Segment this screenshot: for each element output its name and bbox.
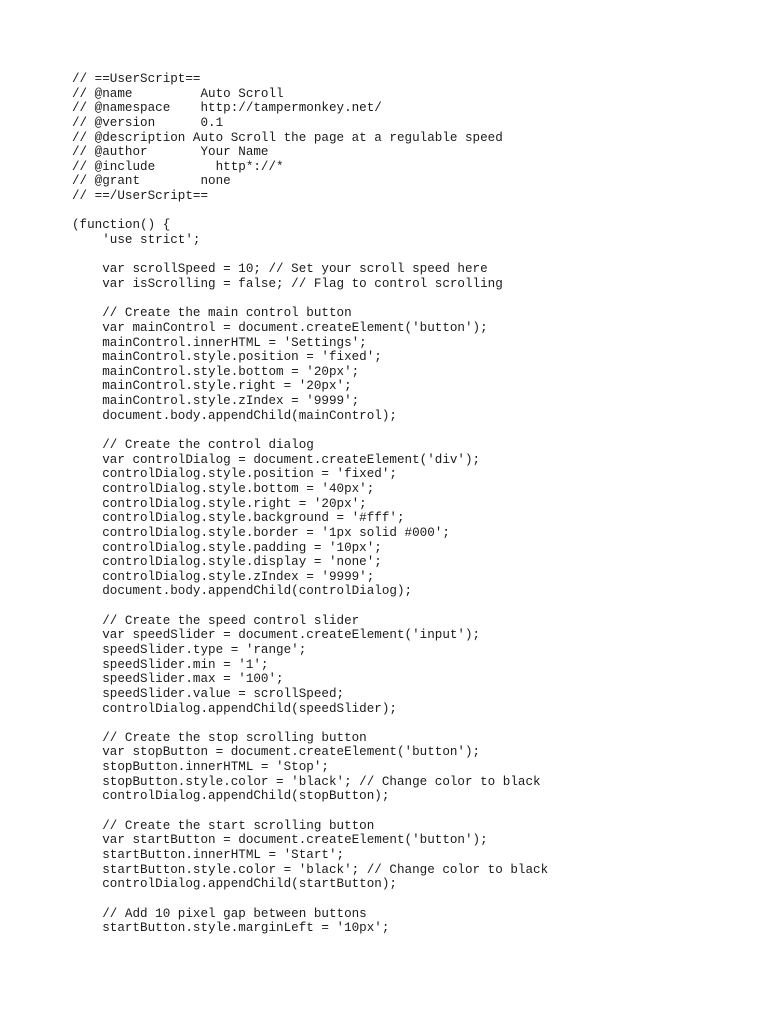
- code-line: controlDialog.appendChild(startButton);: [72, 877, 397, 892]
- code-line: mainControl.style.right = '20px';: [72, 379, 352, 394]
- code-line: var stopButton = document.createElement('button');: [72, 745, 481, 760]
- code-line: controlDialog.style.background = '#fff';: [72, 511, 405, 526]
- code-line: [72, 892, 548, 907]
- code-line: [72, 716, 548, 731]
- code-line: startButton.style.color = 'black'; // Change color to black: [72, 862, 549, 877]
- code-line: // @description Auto Scroll the page at a regulable speed: [72, 130, 503, 145]
- code-line: controlDialog.appendChild(speedSlider);: [72, 701, 397, 716]
- code-line: [72, 204, 548, 219]
- code-line: // @namespace http://tampermonkey.net/: [72, 101, 382, 116]
- code-line: controlDialog.style.right = '20px';: [72, 496, 367, 511]
- code-line: controlDialog.style.display = 'none';: [72, 555, 382, 570]
- code-line: // @grant none: [72, 174, 231, 189]
- code-line: // Create the stop scrolling button: [72, 730, 367, 745]
- code-listing: [72, 72, 548, 936]
- code-line: // @author Your Name: [72, 145, 269, 160]
- code-line: // Add 10 pixel gap between buttons: [72, 906, 367, 921]
- code-line: // Create the speed control slider: [72, 613, 360, 628]
- code-line: controlDialog.style.padding = '10px';: [72, 540, 382, 555]
- code-line: // Create the start scrolling button: [72, 818, 375, 833]
- code-line: var mainControl = document.createElement('button');: [72, 320, 488, 335]
- code-line: // @name Auto Scroll: [72, 86, 284, 101]
- code-line: startButton.style.marginLeft = '10px';: [72, 921, 390, 936]
- code-line: 'use strict';: [72, 233, 201, 248]
- code-line: // Create the control dialog: [72, 438, 314, 453]
- code-line: stopButton.style.color = 'black'; // Change color to black: [72, 774, 541, 789]
- code-line: [72, 423, 548, 438]
- code-line: speedSlider.type = 'range';: [72, 642, 307, 657]
- code-line: var isScrolling = false; // Flag to control scrolling: [72, 276, 503, 291]
- code-line: speedSlider.value = scrollSpeed;: [72, 686, 345, 701]
- code-line: var controlDialog = document.createElement('div');: [72, 452, 481, 467]
- code-line: startButton.innerHTML = 'Start';: [72, 847, 345, 862]
- code-line: document.body.appendChild(controlDialog);: [72, 584, 413, 599]
- code-line: mainControl.style.position = 'fixed';: [72, 350, 382, 365]
- code-line: controlDialog.style.bottom = '40px';: [72, 481, 375, 496]
- code-line: controlDialog.appendChild(stopButton);: [72, 789, 390, 804]
- code-line: var scrollSpeed = 10; // Set your scroll speed here: [72, 262, 488, 277]
- code-line: stopButton.innerHTML = 'Stop';: [72, 760, 329, 775]
- code-line: var speedSlider = document.createElement('input');: [72, 628, 481, 643]
- code-line: [72, 599, 548, 614]
- code-line: mainControl.innerHTML = 'Settings';: [72, 335, 367, 350]
- code-line: document.body.appendChild(mainControl);: [72, 408, 397, 423]
- code-line: // ==UserScript==: [72, 72, 201, 86]
- code-line: mainControl.style.bottom = '20px';: [72, 364, 360, 379]
- code-line: mainControl.style.zIndex = '9999';: [72, 394, 360, 409]
- code-line: // ==/UserScript==: [72, 189, 209, 204]
- code-line: // @include http*://*: [72, 159, 284, 174]
- code-line: speedSlider.max = '100';: [72, 672, 284, 687]
- code-line: controlDialog.style.zIndex = '9999';: [72, 569, 375, 584]
- code-line: [72, 804, 548, 819]
- code-line: controlDialog.style.position = 'fixed';: [72, 467, 397, 482]
- code-line: controlDialog.style.border = '1px solid #000';: [72, 525, 450, 540]
- code-line: [72, 248, 548, 263]
- code-line: // Create the main control button: [72, 306, 352, 321]
- code-line: (function() {: [72, 218, 171, 233]
- code-line: var startButton = document.createElement('button');: [72, 833, 488, 848]
- code-line: // @version 0.1: [72, 115, 224, 130]
- code-line: [72, 292, 548, 307]
- code-line: speedSlider.min = '1';: [72, 657, 269, 672]
